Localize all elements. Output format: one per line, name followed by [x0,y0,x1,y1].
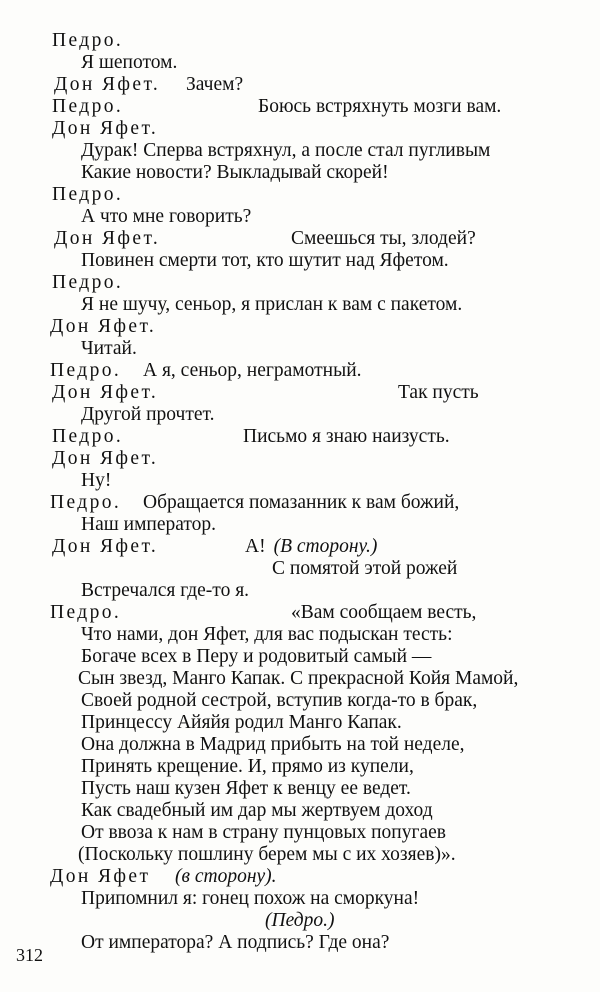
line-text: Письмо я знаю наизусть. [243,426,450,447]
line-text-group [81,514,216,536]
line-text-group [81,690,477,712]
verse-line [0,470,600,492]
verse-line [0,844,600,866]
line-text: Боюсь встряхнуть мозги вам. [258,96,502,117]
line-text-group [81,404,214,426]
speaker-name: Дон Яфет. [52,382,159,403]
verse-line [0,932,600,954]
speaker-name: Педро. [52,30,124,51]
line-text: Смеешься ты, злодей? [291,228,476,249]
line-text-group [143,492,459,514]
speaker-name: Дон Яфет. [54,74,161,95]
verse-line [0,624,600,646]
verse-line [0,690,600,712]
line-text: Какие новости? Выкладывай скорей! [81,162,389,183]
speaker-name: Педро. [50,602,122,623]
line-text: «Вам сообщаем весть, [291,602,477,623]
stage-direction: (Педро.) [265,910,335,931]
line-text-group [78,844,456,866]
verse-line [0,338,600,360]
line-text: Наш император. [81,514,217,535]
verse-line [0,778,600,800]
line-text-group [81,250,449,272]
speaker-name: Педро. [52,426,124,447]
line-text: Богаче всех в Перу и родовитый самый — [81,646,432,667]
line-text-group [81,338,137,360]
verse-line [0,734,600,756]
line-text-group [81,140,490,162]
speaker-name: Дон Яфет. [52,536,159,557]
line-text-group [265,910,334,932]
line-text: Сын звезд, Манго Капак. С прекрасной Койя Мамой, [78,668,519,689]
verse-line [0,646,600,668]
verse-line [0,910,600,932]
line-text: От ввоза к нам в страну пунцовых попугаев [81,822,446,843]
speaker-name: Дон Яфет [50,866,151,887]
line-text-group [245,536,377,558]
line-text: Пусть наш кузен Яфет к венцу ее ведет. [81,778,411,799]
verse-line [0,404,600,426]
line-text-group [81,712,402,734]
verse-line [0,30,600,52]
speaker-name: Педро. [50,360,122,381]
line-text: Своей родной сестрой, вступив когда-то в брак, [81,690,478,711]
stage-direction: (в сторону). [175,866,277,887]
verse-line [0,294,600,316]
verse-line [0,140,600,162]
verse-line [0,800,600,822]
line-text: Встречался где-то я. [81,580,250,601]
line-text-group [291,228,476,250]
line-text: Я шепотом. [81,52,178,73]
line-text-group [291,602,476,624]
line-text-group [243,426,450,448]
speaker-name: Педро. [50,492,122,513]
page-number: 312 [16,945,43,965]
verse-line [0,360,600,382]
verse-line [0,250,600,272]
speaker-name: Дон Яфет. [52,448,159,469]
verse-line [0,382,600,404]
line-text: Так пусть [398,382,479,403]
line-text-group [81,932,389,954]
verse-line [0,316,600,338]
verse-line [0,228,600,250]
line-text-group [175,866,277,888]
verse-line [0,558,600,580]
line-text: Как свадебный им дар мы жертвуем доход [81,800,433,821]
line-text: С помятой этой рожей [272,558,458,579]
verse-line [0,448,600,470]
verse-line [0,74,600,96]
verse-line [0,184,600,206]
line-text-group [81,822,446,844]
line-text-group [81,800,433,822]
verse-line [0,96,600,118]
line-text-group [81,162,389,184]
line-text-group [81,756,414,778]
verse-line [0,602,600,624]
line-text-group [81,206,251,228]
verse-line [0,668,600,690]
line-text-group [81,646,431,668]
line-text-group [81,624,453,646]
line-text: Читай. [81,338,137,359]
verse-line [0,426,600,448]
verse-line [0,536,600,558]
stage-direction: (В сторону.) [273,536,378,557]
speaker-name: Педро. [52,96,124,117]
verse-line [0,580,600,602]
line-text: Я не шучу, сеньор, я прислан к вам с пакетом. [81,294,463,315]
line-text: Принцессу Айяйя родил Манго Капак. [81,712,402,733]
line-text: Обращается помазанник к вам божий, [143,492,460,513]
line-text: А я, сеньор, неграмотный. [143,360,362,381]
verse-line [0,118,600,140]
line-text-group [81,52,177,74]
line-text: А! [245,536,266,557]
line-text: Другой прочтет. [81,404,215,425]
speaker-name: Дон Яфет. [54,228,161,249]
line-text: Она должна в Мадрид прибыть на той неделе, [81,734,465,755]
line-text: Повинен смерти тот, кто шутит над Яфетом. [81,250,449,271]
line-text-group [398,382,479,404]
line-text: Что нами, дон Яфет, для вас подыскан тесть: [81,624,453,645]
line-text: Принять крещение. И, прямо из купели, [81,756,414,777]
speaker-name: Дон Яфет. [52,118,159,139]
verse-line [0,866,600,888]
line-text: Дурак! Сперва встряхнул, а после стал пугливым [81,140,491,161]
line-text: Припомнил я: гонец похож на сморкуна! [81,888,420,909]
verse-line [0,492,600,514]
line-text-group [143,360,362,382]
speaker-name: Педро. [52,184,124,205]
verse-line [0,162,600,184]
line-text: А что мне говорить? [81,206,252,227]
line-text: (Поскольку пошлину берем мы с их хозяев)». [78,844,456,865]
line-text: Ну! [81,470,112,491]
line-text-group [81,294,462,316]
verse-line [0,822,600,844]
line-text-group [186,74,243,96]
line-text-group [81,580,249,602]
line-text-group [81,470,111,492]
verse-line [0,888,600,910]
verse-line [0,52,600,74]
line-text-group [272,558,457,580]
verse-line [0,206,600,228]
line-text-group [81,888,419,910]
line-text: Зачем? [186,74,244,95]
speaker-name: Дон Яфет. [50,316,157,337]
line-text-group [81,734,465,756]
verse-line [0,272,600,294]
verse-line [0,514,600,536]
verse-line [0,756,600,778]
verse-line [0,712,600,734]
line-text-group [81,778,411,800]
speaker-name: Педро. [52,272,124,293]
line-text-group [78,668,518,690]
line-text: От императора? А подпись? Где она? [81,932,390,953]
line-text-group [258,96,501,118]
